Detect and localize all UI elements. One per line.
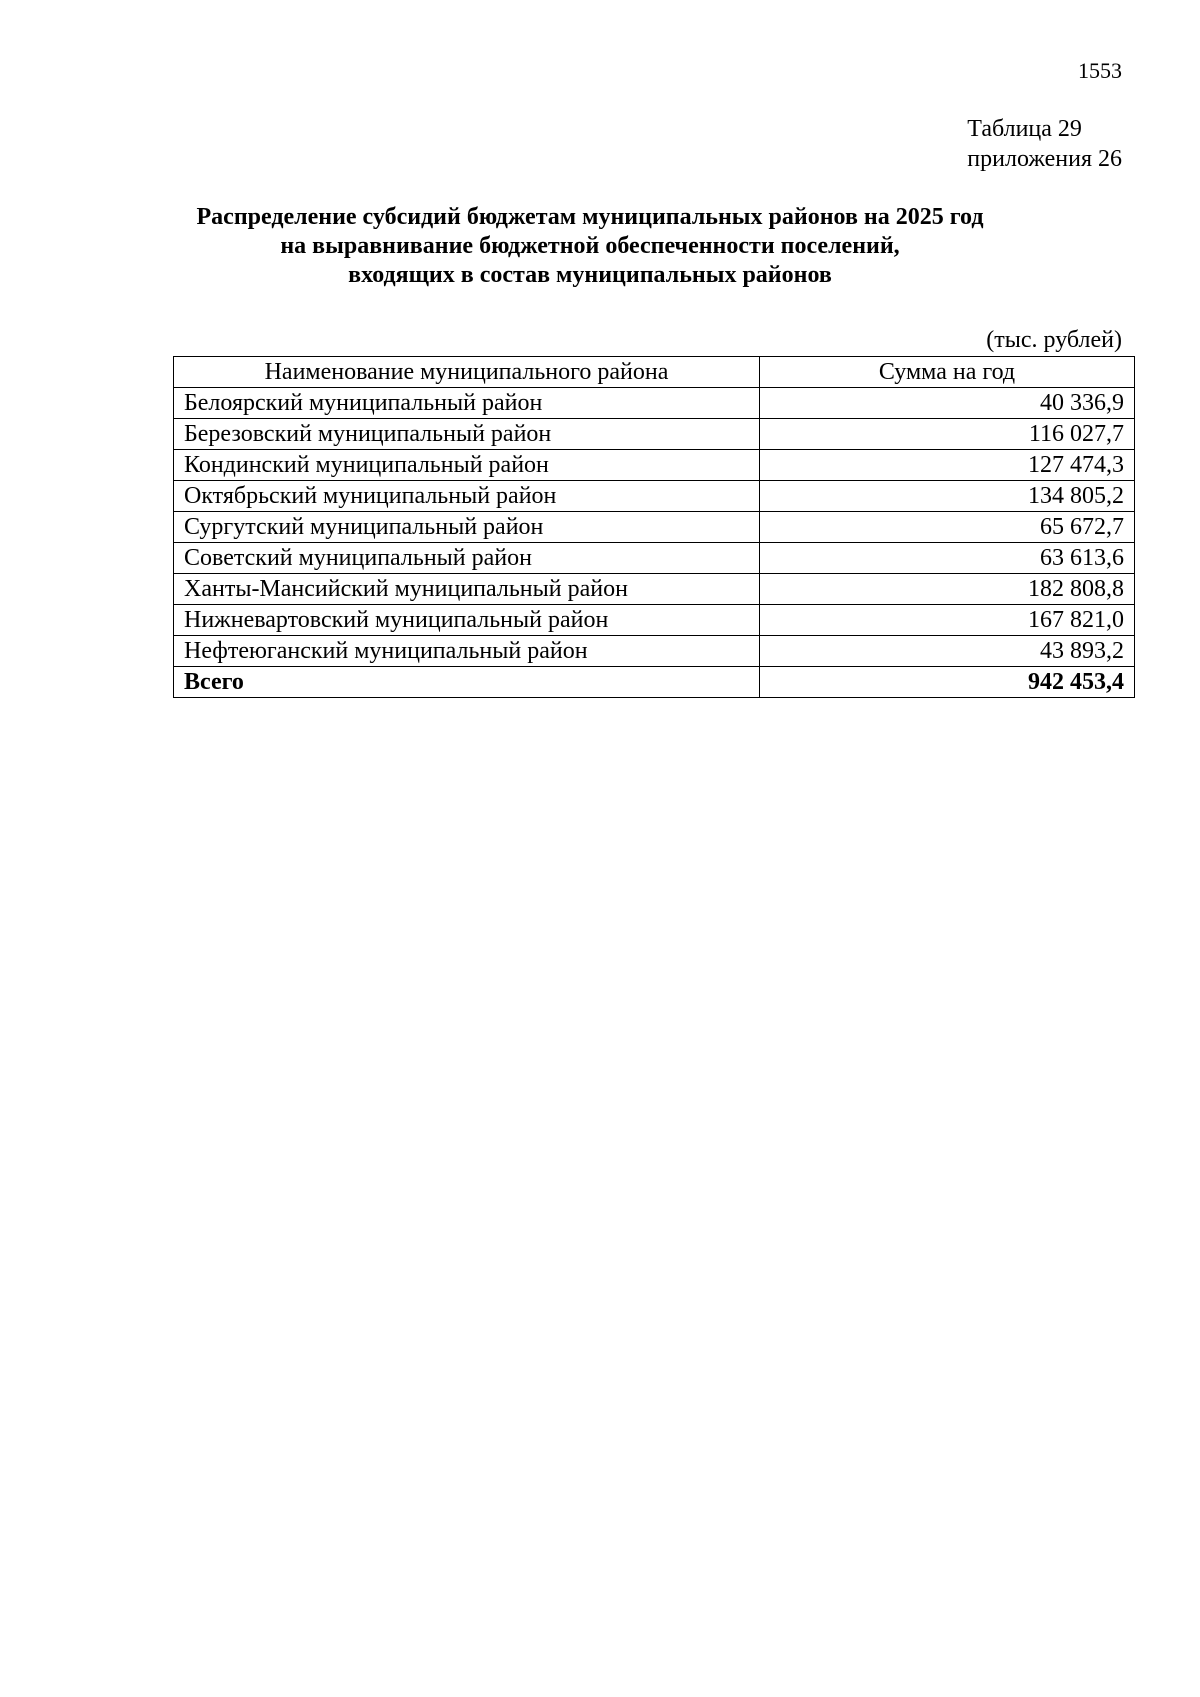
title-line-3: входящих в состав муниципальных районов	[348, 262, 832, 288]
title-line-2: на выравнивание бюджетной обеспеченности поселений,	[280, 233, 900, 259]
page-number: 1553	[1078, 58, 1122, 83]
district-amount: 116 027,7	[760, 419, 1135, 450]
table-row	[174, 388, 1135, 419]
district-name: Нефтеюганский муниципальный район	[174, 636, 760, 667]
district-name: Ханты-Мансийский муниципальный район	[174, 574, 760, 605]
district-name: Березовский муниципальный район	[174, 419, 760, 450]
district-amount: 167 821,0	[760, 605, 1135, 636]
table-row	[174, 481, 1135, 512]
table-row	[174, 543, 1135, 574]
district-name: Сургутский муниципальный район	[174, 512, 760, 543]
table-number: Таблица 29	[967, 116, 1082, 142]
units-note: (тыс. рублей)	[986, 327, 1122, 353]
total-amount: 942 453,4	[760, 667, 1135, 698]
subsidy-table	[173, 356, 1135, 698]
district-amount: 63 613,6	[760, 543, 1135, 574]
district-amount: 127 474,3	[760, 450, 1135, 481]
table-header-row	[174, 357, 1135, 388]
column-header-amount: Сумма на год	[760, 357, 1135, 388]
table-row	[174, 574, 1135, 605]
appendix-number: приложения 26	[967, 146, 1122, 172]
document-title	[150, 203, 1030, 290]
table-row	[174, 419, 1135, 450]
table-row	[174, 512, 1135, 543]
district-amount: 65 672,7	[760, 512, 1135, 543]
district-name: Октябрьский муниципальный район	[174, 481, 760, 512]
district-name: Нижневартовский муниципальный район	[174, 605, 760, 636]
table-row	[174, 636, 1135, 667]
district-amount: 134 805,2	[760, 481, 1135, 512]
district-amount: 43 893,2	[760, 636, 1135, 667]
district-amount: 40 336,9	[760, 388, 1135, 419]
column-header-district: Наименование муниципального района	[174, 357, 760, 388]
district-name: Советский муниципальный район	[174, 543, 760, 574]
district-name: Белоярский муниципальный район	[174, 388, 760, 419]
title-line-1: Распределение субсидий бюджетам муниципальных районов на 2025 год	[196, 204, 984, 230]
table-reference	[967, 114, 1122, 174]
district-amount: 182 808,8	[760, 574, 1135, 605]
table-row	[174, 450, 1135, 481]
table-row	[174, 605, 1135, 636]
district-name: Кондинский муниципальный район	[174, 450, 760, 481]
total-row	[174, 667, 1135, 698]
total-label: Всего	[174, 667, 760, 698]
